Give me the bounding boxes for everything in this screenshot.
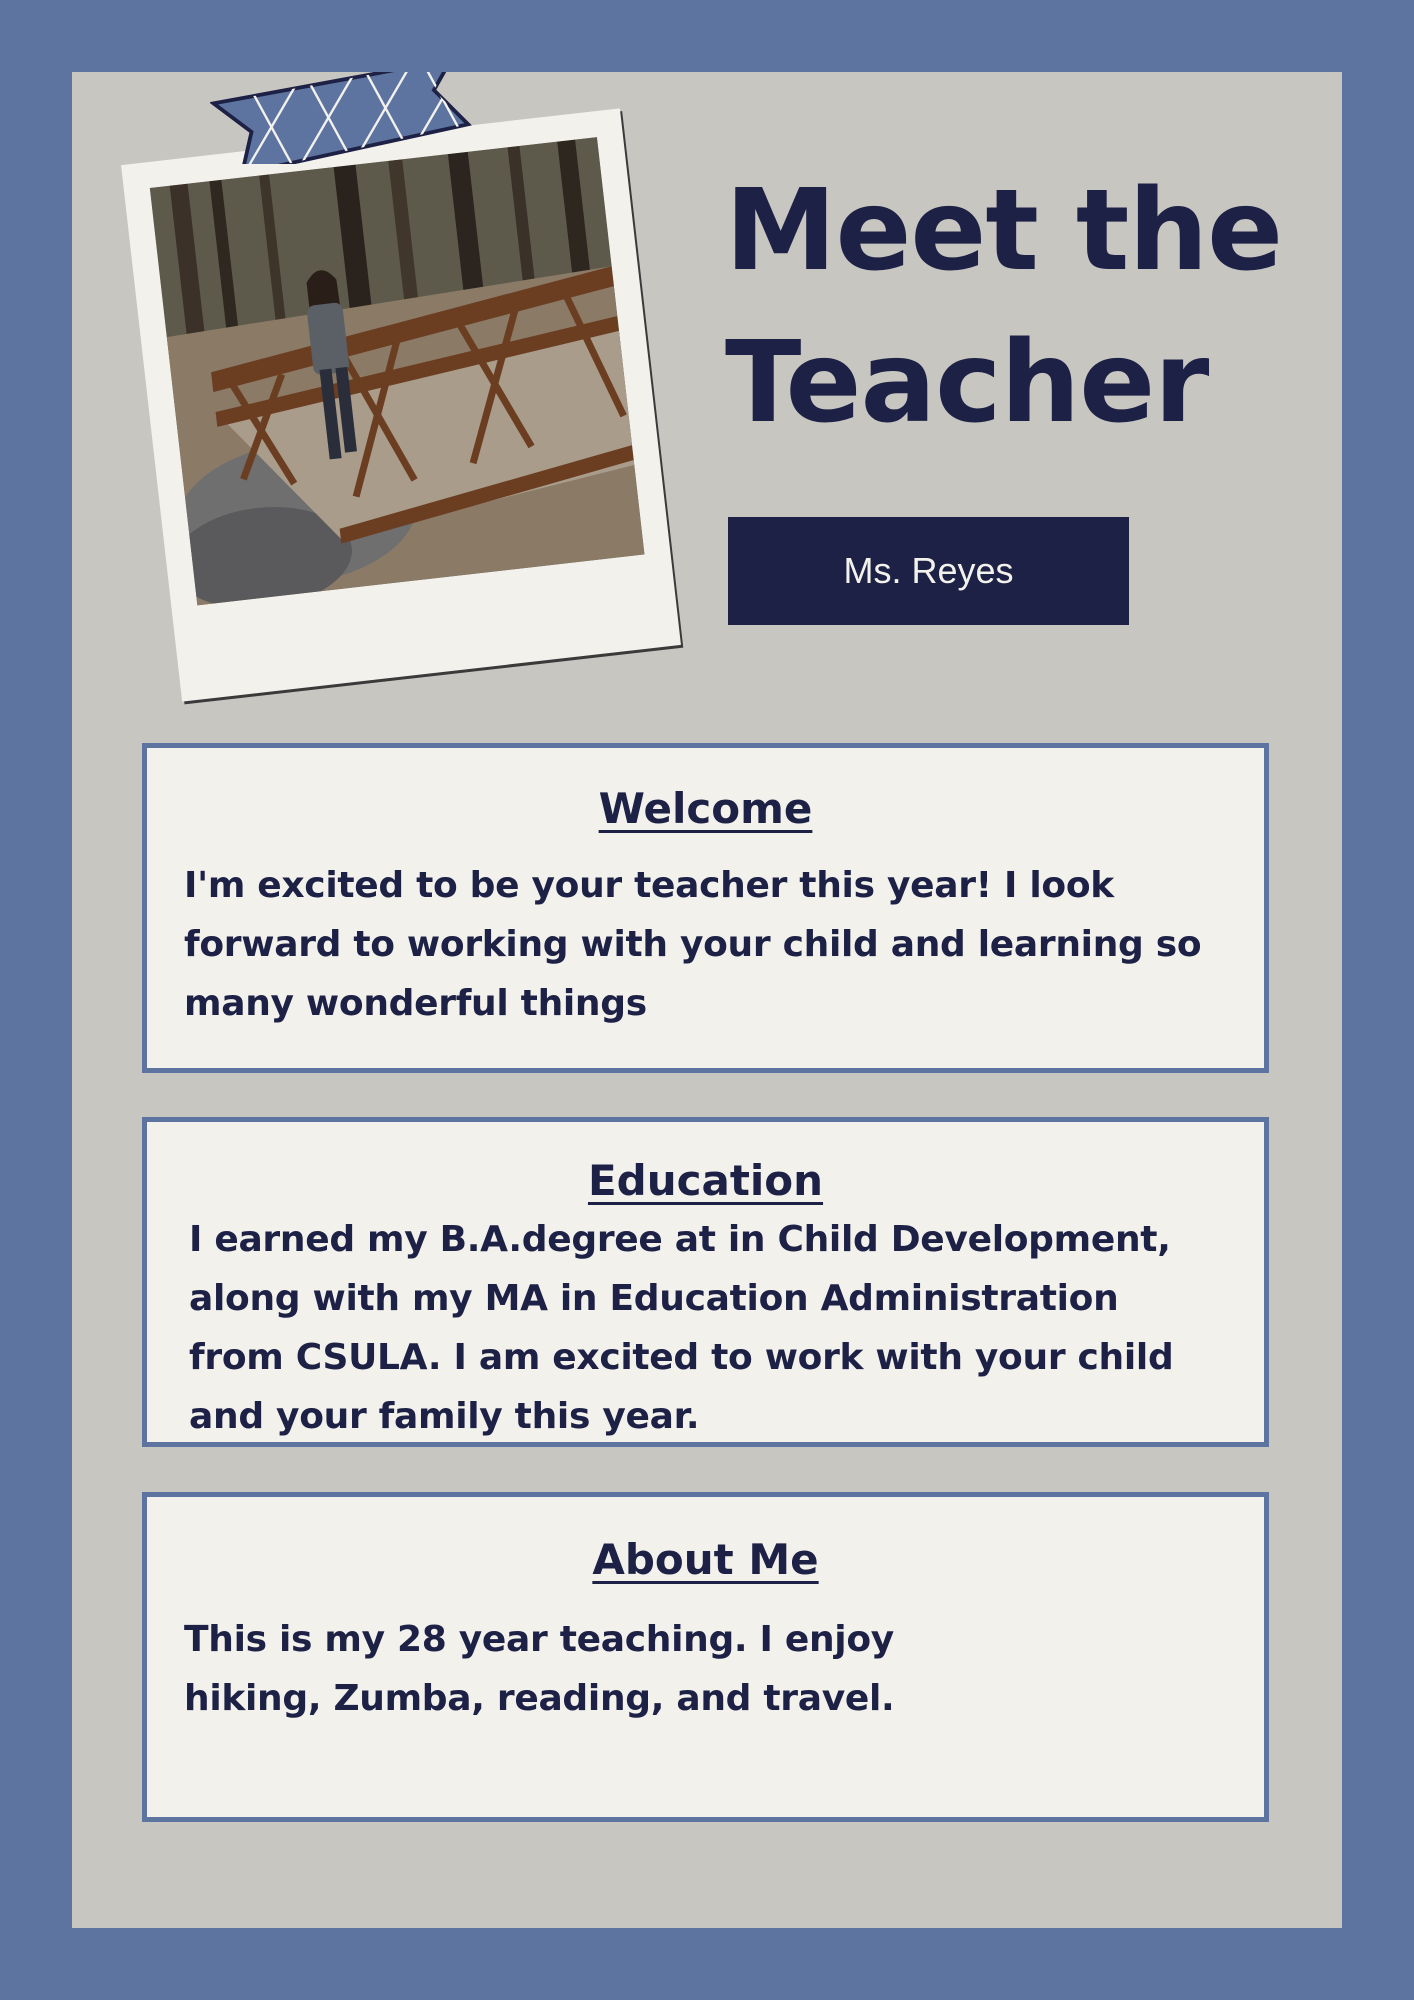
welcome-text — [184, 856, 1201, 1033]
welcome-line: I'm excited to be your teacher this year! I look — [184, 865, 1114, 906]
education-heading: Education — [587, 1156, 824, 1205]
teacher-photo — [150, 137, 645, 605]
education-line: from CSULA. I am excited to work with your child — [189, 1337, 1174, 1378]
polaroid-frame — [121, 108, 681, 701]
page-title — [725, 155, 1285, 459]
education-card — [142, 1117, 1269, 1447]
about-text — [184, 1610, 894, 1728]
teacher-name: Ms. Reyes — [843, 550, 1014, 591]
about-line: hiking, Zumba, reading, and travel. — [184, 1678, 895, 1719]
title-line-2: Teacher — [725, 318, 1209, 448]
about-card — [142, 1492, 1269, 1822]
welcome-line: forward to working with your child and learning so — [184, 924, 1202, 965]
washi-tape-decoration — [210, 72, 480, 164]
welcome-line: many wonderful things — [184, 983, 647, 1024]
about-line: This is my 28 year teaching. I enjoy — [184, 1619, 894, 1660]
forest-bridge-image — [150, 137, 645, 605]
education-line: I earned my B.A.degree at in Child Development, — [189, 1219, 1171, 1260]
welcome-heading: Welcome — [598, 784, 813, 833]
welcome-card — [142, 743, 1269, 1073]
education-line: along with my MA in Education Administration — [189, 1278, 1119, 1319]
education-text — [189, 1210, 1173, 1446]
title-line-1: Meet the — [725, 166, 1283, 296]
teacher-name-badge — [728, 517, 1129, 625]
education-line: and your family this year. — [189, 1396, 700, 1437]
about-heading: About Me — [592, 1535, 819, 1584]
